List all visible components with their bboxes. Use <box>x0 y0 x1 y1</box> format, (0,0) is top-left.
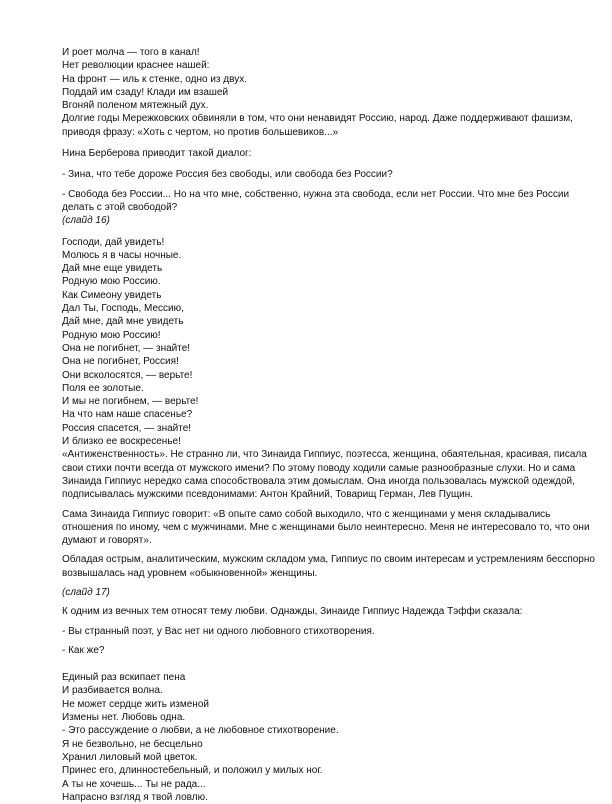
slide-marker-16: (слайд 16) <box>62 215 110 227</box>
poem-line: И мы не погибнем, — верьте! <box>62 396 199 408</box>
document-page <box>62 46 595 804</box>
text-line: возвышалась над уровнем «обыкновенной» женщины. <box>62 567 318 579</box>
poem-line: Я не безвольно, не бесцельно <box>62 738 203 750</box>
text-line: приводя фразу: «Хоть с чертом, но против большевиков...» <box>62 126 339 138</box>
poem-line: Хранил лиловый мой цветок. <box>62 751 198 763</box>
poem-line: А ты не хочешь... Ты не рада... <box>62 778 206 790</box>
poem-line: Они всколосятся, — верьте! <box>62 369 193 381</box>
text-line: отношения по иному, чем с мужчинами. Мне с женщинами было неинтересно. Меня не интересовало то, что они <box>62 521 590 533</box>
dialog-line: - Зина, что тебе дороже Россия без свободы, или свобода без России? <box>62 169 393 181</box>
poem-stanza-3 <box>62 671 562 804</box>
poem-stanza-1 <box>62 46 562 112</box>
poem-line: Родную мою Россию! <box>62 329 161 341</box>
text-line: думают и говорят». <box>62 535 152 547</box>
poem-line: И роет молча — того в канал! <box>62 47 200 58</box>
poem-line: Нет революции краснее нашей: <box>62 60 210 72</box>
poem-line: Россия спасется, — знайте! <box>62 422 192 434</box>
paragraph-quote <box>62 508 590 548</box>
poem-line: На что нам наше спасенье? <box>62 409 193 421</box>
poem-line: На фронт — иль к стенке, одно из двух. <box>62 73 247 85</box>
dialog-line: - Вы странный поэт, у Вас нет ни одного любовного стихотворения. <box>62 625 375 637</box>
text-line: Сама Зинаида Гиппиус говорит: «В опыте само собой выходило, что с женщинами у меня складывались <box>62 508 551 520</box>
poem-line: И близко ее воскресенье! <box>62 436 181 448</box>
poem-line: Поддай им сзаду! Клади им взашей <box>62 86 229 98</box>
text-line: свои стихи почти всегда от мужского имени? По этому поводу ходили самые разнообразные слухи. Но и сама <box>62 462 576 474</box>
poem-line: Родную мою Россию. <box>62 276 161 288</box>
slide-marker-17: (слайд 17) <box>62 586 110 598</box>
text-line: Долгие годы Мережковских обвиняли в том, что они ненавидят Россию, народ. Даже поддерживают фашизм, <box>62 113 573 125</box>
paragraph-merezhkovsky <box>62 112 573 139</box>
paragraph-berberova: Нина Берберова приводит такой диалог: <box>62 148 252 160</box>
dialog-line: - Как же? <box>62 644 105 656</box>
text-line: Зинаида Гиппиус нередко сама способствовала этим домыслам. Она иногда пользовалась мужской одеждой, <box>62 475 575 487</box>
poem-line: Поля ее золотые. <box>62 382 144 394</box>
poem-line: - Это рассуждение о любви, а не любовное стихотворение. <box>62 725 339 737</box>
poem-line: И разбивается волна. <box>62 685 163 697</box>
poem-line: Дай мне, дай мне увидеть <box>62 316 184 328</box>
paragraph-analytical <box>62 553 595 580</box>
poem-line: Дал Ты, Господь, Мессию, <box>62 303 184 315</box>
poem-line: Господи, дай увидеть! <box>62 236 165 248</box>
dialog-line: - Свобода без России... Но на что мне, собственно, нужна эта свобода, если нет России. Что мне без России <box>62 188 570 200</box>
text-line: «Антиженственность». Не странно ли, что Зинаида Гиппиус, поэтесса, женщина, обаятельная, красивая, писала <box>62 449 587 461</box>
poem-line: Она не погибнет, Россия! <box>62 356 179 368</box>
paragraph-love-theme: К одним из вечных тем относят тему любви. Однажды, Зинаиде Гиппиус Надежда Тэффи сказала: <box>62 606 523 618</box>
text-line: Обладая острым, аналитическим, мужским складом ума, Гиппиус по своим интересам и устремлениям бесспорно <box>62 554 595 566</box>
poem-line: Единый раз вскипает пена <box>62 672 186 684</box>
poem-line: Как Симеону увидеть <box>62 289 162 301</box>
poem-line: Не может сердце жить изменой <box>62 698 209 710</box>
poem-line: Она не погибнет, — знайте! <box>62 342 191 354</box>
poem-line: Напрасно взгляд я твой ловлю. <box>62 791 208 803</box>
text-line: подписывалась мужскими псевдонимами: Антон Крайний, Товарищ Герман, Лев Пущин. <box>62 489 474 501</box>
poem-stanza-2 <box>62 236 562 449</box>
poem-line: Вгоняй поленом мятежный дух. <box>62 100 209 112</box>
dialog-answer <box>62 188 570 215</box>
poem-line: Измены нет. Любовь одна. <box>62 712 186 724</box>
paragraph-antifeminine <box>62 448 587 501</box>
poem-line: Принес его, длинностебельный, и положил у милых ног. <box>62 765 323 777</box>
poem-line: Дай мне еще увидеть <box>62 263 163 275</box>
poem-line: Молюсь я в часы ночные. <box>62 249 182 261</box>
dialog-line: делать с этой свободой? <box>62 201 178 213</box>
